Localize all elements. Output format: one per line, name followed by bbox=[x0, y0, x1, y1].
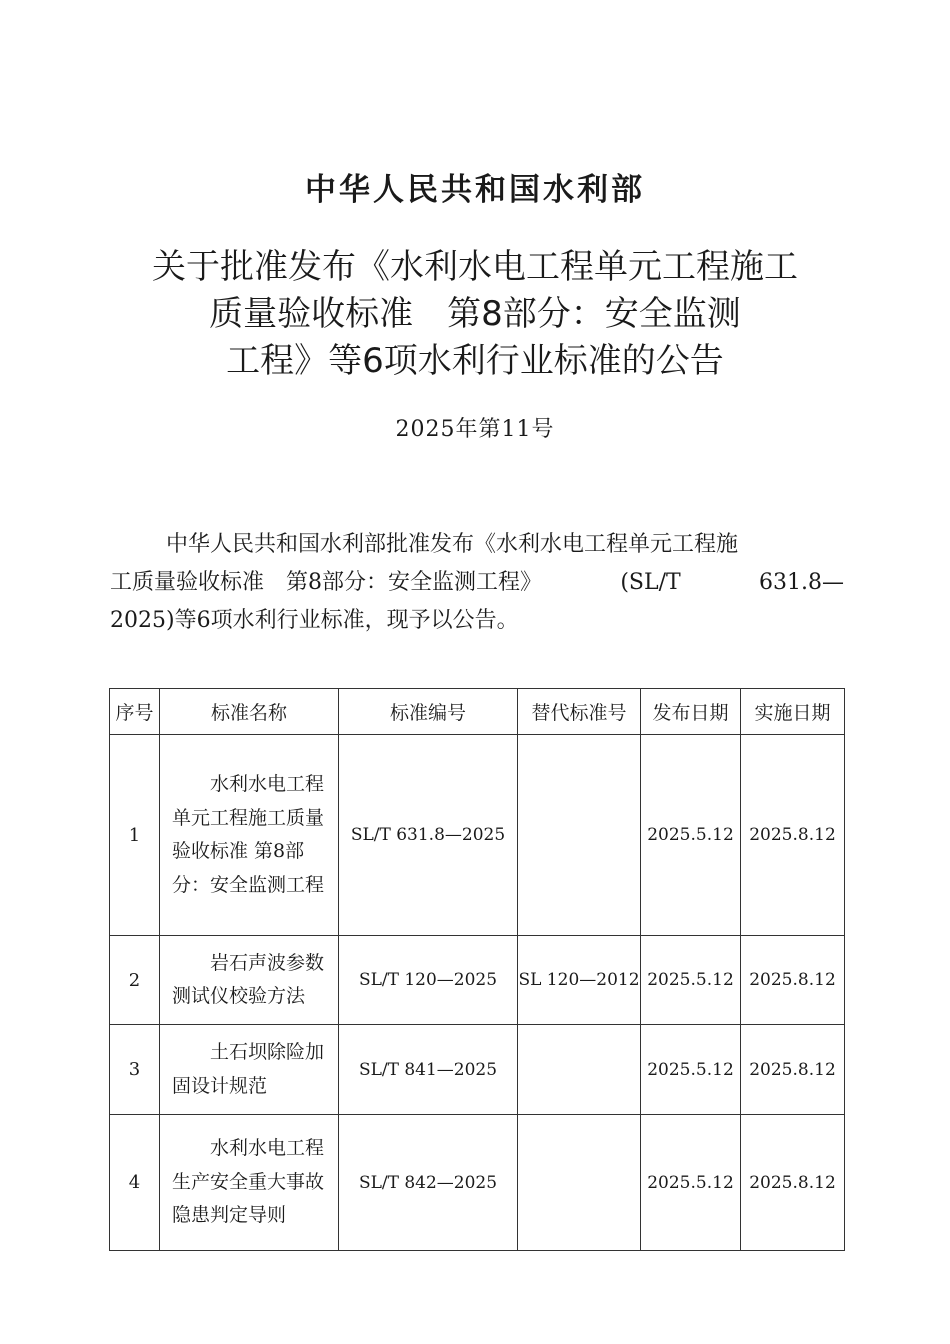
header-replaces: 替代标准号 bbox=[518, 689, 641, 735]
body-line-2-part-2: (SL/T bbox=[620, 570, 681, 595]
table-row bbox=[110, 1025, 845, 1115]
cell-no: 1 bbox=[110, 735, 160, 936]
cell-replaces bbox=[518, 1115, 641, 1251]
cell-effective: 2025.8.12 bbox=[741, 735, 845, 936]
cell-name: 土石坝除险加固设计规范 bbox=[160, 1025, 339, 1115]
table-header-row bbox=[110, 689, 845, 735]
body-line-2-part-1: 工质量验收标准 第8部分：安全监测工程》 bbox=[110, 570, 542, 595]
cell-issued: 2025.5.12 bbox=[641, 936, 741, 1025]
cell-issued: 2025.5.12 bbox=[641, 1025, 741, 1115]
cell-effective: 2025.8.12 bbox=[741, 1115, 845, 1251]
title-line-1: 关于批准发布《水利水电工程单元工程施工 bbox=[152, 247, 798, 287]
title-line-3: 工程》等6项水利行业标准的公告 bbox=[226, 341, 724, 381]
cell-replaces bbox=[518, 1025, 641, 1115]
cell-code: SL/T 631.8—2025 bbox=[339, 735, 518, 936]
header-effective: 实施日期 bbox=[741, 689, 845, 735]
cell-issued: 2025.5.12 bbox=[641, 1115, 741, 1251]
cell-no: 3 bbox=[110, 1025, 160, 1115]
cell-code: SL/T 841—2025 bbox=[339, 1025, 518, 1115]
header-code: 标准编号 bbox=[339, 689, 518, 735]
issuer-title: 中华人民共和国水利部 bbox=[305, 172, 645, 208]
table-row bbox=[110, 936, 845, 1025]
body-line-2-part-3: 631.8— bbox=[759, 570, 844, 595]
header-name: 标准名称 bbox=[160, 689, 339, 735]
cell-code: SL/T 120—2025 bbox=[339, 936, 518, 1025]
cell-effective: 2025.8.12 bbox=[741, 936, 845, 1025]
body-line-1: 中华人民共和国水利部批准发布《水利水电工程单元工程施 bbox=[166, 532, 739, 557]
cell-name: 水利水电工程单元工程施工质量验收标准 第8部分：安全监测工程 bbox=[160, 735, 339, 936]
header-no: 序号 bbox=[110, 689, 160, 735]
announcement-title bbox=[100, 244, 850, 385]
document-number: 2025年第11号 bbox=[395, 417, 555, 442]
header-issued: 发布日期 bbox=[641, 689, 741, 735]
cell-issued: 2025.5.12 bbox=[641, 735, 741, 936]
standards-table bbox=[109, 688, 845, 1251]
cell-replaces bbox=[518, 735, 641, 936]
body-line-2 bbox=[110, 564, 844, 602]
cell-replaces: SL 120—2012 bbox=[518, 936, 641, 1025]
table-row bbox=[110, 735, 845, 936]
cell-name: 岩石声波参数测试仪校验方法 bbox=[160, 936, 339, 1025]
cell-no: 2 bbox=[110, 936, 160, 1025]
title-line-2: 质量验收标准 第8部分：安全监测 bbox=[209, 294, 741, 334]
cell-code: SL/T 842—2025 bbox=[339, 1115, 518, 1251]
table-row bbox=[110, 1115, 845, 1251]
cell-effective: 2025.8.12 bbox=[741, 1025, 845, 1115]
announcement-body bbox=[110, 526, 844, 640]
cell-name: 水利水电工程生产安全重大事故隐患判定导则 bbox=[160, 1115, 339, 1251]
cell-no: 4 bbox=[110, 1115, 160, 1251]
body-line-3: 2025)等6项水利行业标准，现予以公告。 bbox=[110, 608, 519, 633]
